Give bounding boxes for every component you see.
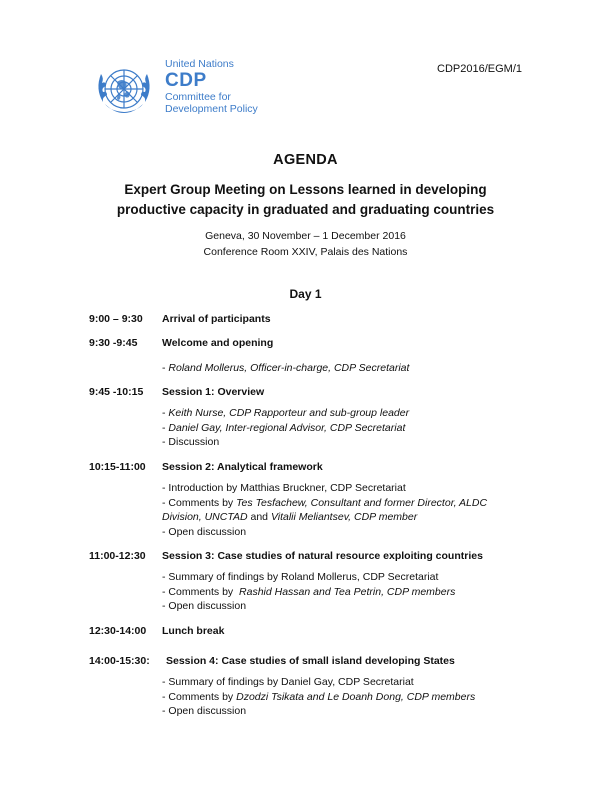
slot-title: Welcome and opening	[162, 337, 274, 349]
logo-full-name-line-1: Committee for	[165, 91, 231, 103]
slot-details	[162, 675, 522, 719]
detail-item: - Open discussion	[162, 705, 247, 717]
detail-item: - Comments by Tes Tesfachew, Consultant and former Director, ALDC Division, UNCTAD and Vitalii Meliantsev, CDP member	[162, 496, 488, 523]
meeting-title	[0, 180, 611, 221]
speaker-name: Vitalii Meliantsev, CDP member	[270, 511, 418, 523]
slot-time: 9:00 – 9:30	[89, 313, 143, 325]
detail-item: - Comments by Rashid Hassan and Tea Petrin, CDP members	[162, 585, 456, 598]
slot-time: 9:30 -9:45	[89, 337, 138, 349]
logo-acronym: CDP	[165, 70, 207, 92]
slot-time: 12:30-14:00	[89, 625, 147, 637]
slot-title: Session 3: Case studies of natural resource exploiting countries	[162, 550, 483, 562]
detail-item: - Open discussion	[162, 525, 247, 538]
page-title: AGENDA	[273, 152, 338, 168]
slot-title: Session 2: Analytical framework	[162, 461, 323, 473]
slot-time: 11:00-12:30	[89, 550, 146, 562]
detail-item: - Roland Mollerus, Officer-in-charge, CDP Secretariat	[162, 362, 410, 374]
detail-item: - Introduction by Matthias Bruckner, CDP Secretariat	[162, 482, 406, 494]
logo-full-name-line-2: Development Policy	[165, 103, 258, 116]
speaker-name: Rashid Hassan and Tea Petrin, CDP members	[239, 585, 456, 598]
detail-item: - Comments by Dzodzi Tsikata and Le Doanh Dong, CDP members	[162, 690, 476, 703]
detail-item: - Summary of findings by Daniel Gay, CDP Secretariat	[162, 676, 414, 688]
slot-time: 9:45 -10:15	[89, 386, 144, 398]
slot-time: 14:00-15:30:	[89, 655, 150, 667]
meeting-date: Geneva, 30 November – 1 December 2016	[205, 230, 406, 242]
detail-item: - Keith Nurse, CDP Rapporteur and sub-group leader	[162, 407, 410, 419]
speaker-name: Roland Mollerus, Officer-in-charge, CDP Secretariat	[168, 362, 410, 374]
slot-title: Session 1: Overview	[162, 386, 265, 398]
day-heading: Day 1	[289, 287, 322, 301]
speaker-name: Tes Tesfachew, Consultant and former Director, ALDC Division, UNCTAD	[162, 496, 488, 523]
logo-org-name: United Nations	[165, 58, 234, 70]
detail-item: - Daniel Gay, Inter-regional Advisor, CDP Secretariat	[162, 421, 406, 434]
cdp-logo-text	[165, 58, 258, 115]
slot-details	[162, 570, 522, 614]
slot-title: Lunch break	[162, 625, 225, 637]
un-emblem-icon	[89, 54, 159, 124]
slot-details	[162, 406, 522, 450]
speaker-name: Daniel Gay, Inter-regional Advisor, CDP Secretariat	[168, 421, 406, 434]
meeting-room: Conference Room XXIV, Palais des Nations	[203, 245, 408, 258]
document-reference: CDP2016/EGM/1	[437, 63, 522, 75]
slot-title: Arrival of participants	[162, 313, 271, 325]
detail-item: - Summary of findings by Roland Mollerus, CDP Secretariat	[162, 571, 439, 583]
meeting-title-line-2: productive capacity in graduated and graduating countries	[116, 202, 495, 218]
detail-item: - Discussion	[162, 436, 220, 448]
speaker-name: Keith Nurse, CDP Rapporteur and sub-group leader	[168, 407, 410, 419]
detail-item: - Open discussion	[162, 600, 247, 612]
slot-title: Session 4: Case studies of small island developing States	[166, 655, 455, 667]
speaker-name: Dzodzi Tsikata and Le Doanh Dong, CDP members	[236, 690, 476, 703]
slot-details	[162, 361, 522, 376]
slot-time: 10:15-11:00	[89, 461, 146, 473]
slot-details	[162, 481, 507, 539]
meeting-title-line-1: Expert Group Meeting on Lessons learned in developing	[124, 182, 487, 197]
meeting-location	[0, 229, 611, 261]
